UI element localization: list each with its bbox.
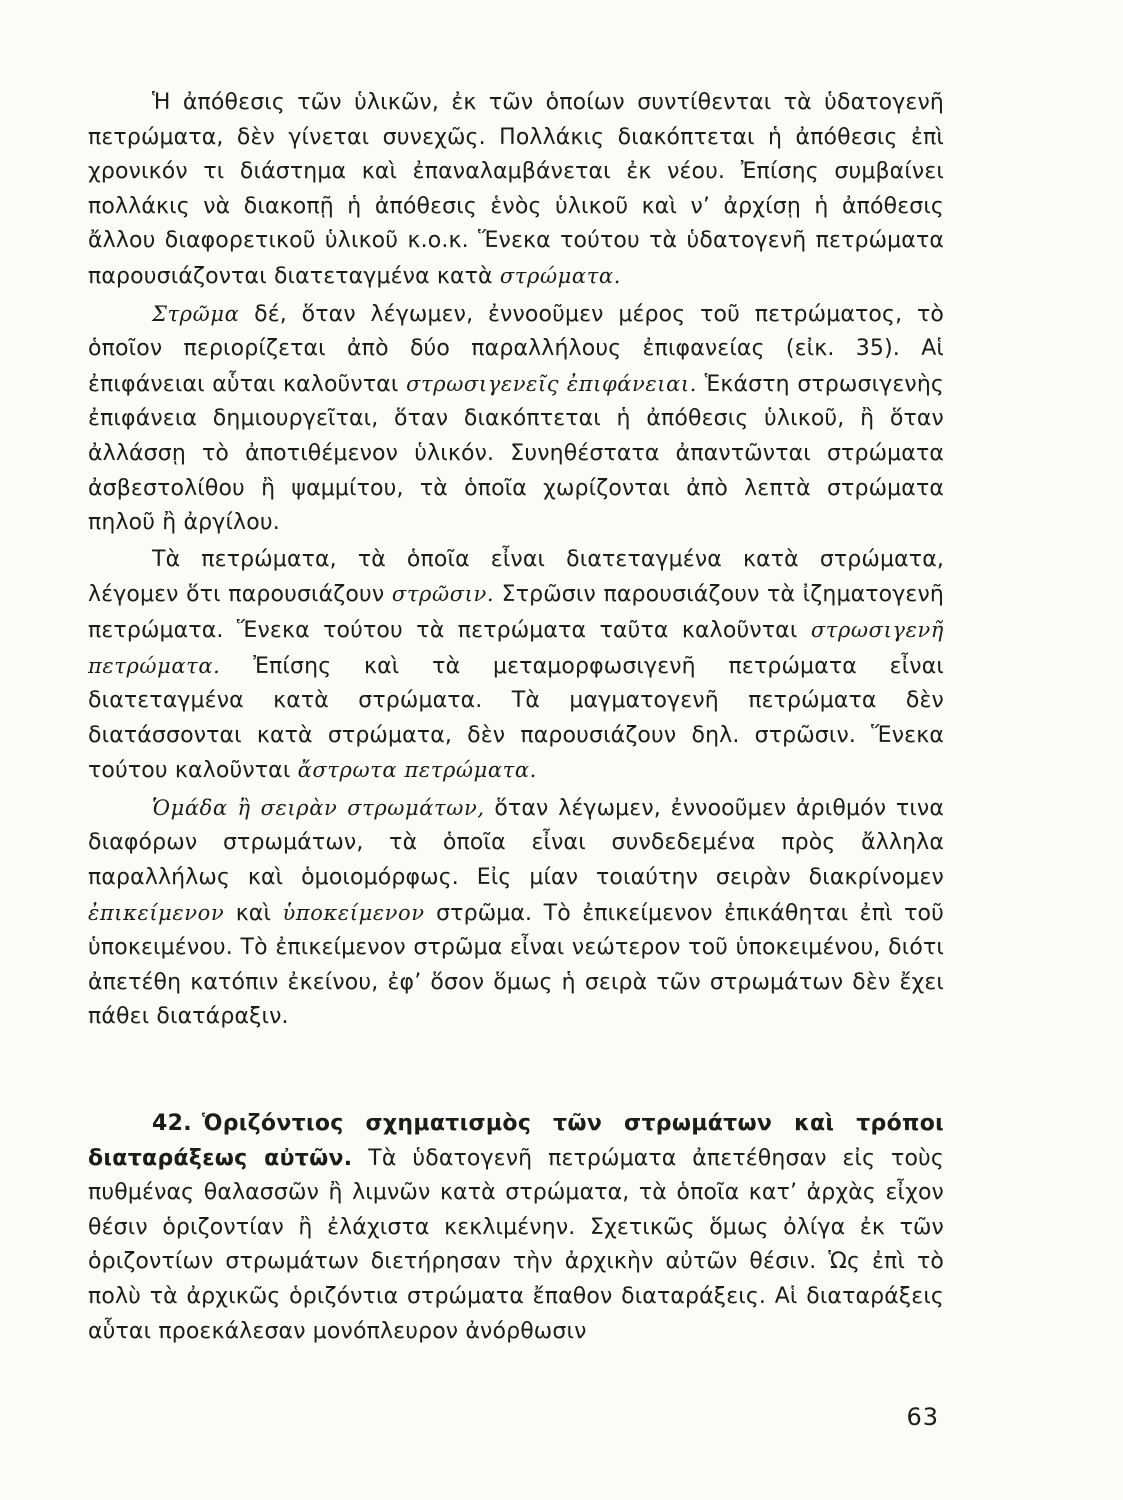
body-text xyxy=(88,86,944,1035)
paragraph-stratum xyxy=(88,297,944,541)
italic-term: ὑποκείμενον xyxy=(282,900,425,925)
italic-term: στρωσιγενῆ πετρώματα. xyxy=(88,617,944,678)
page-number: 63 xyxy=(906,1403,939,1431)
italic-term: στρῶσιν. xyxy=(391,582,495,607)
text-run: καὶ xyxy=(224,900,283,926)
section-paragraph xyxy=(88,1107,944,1349)
text-run: ὅταν λέγωμεν, ἐννοοῦμεν ἀριθμόν τινα διαφόρων στρωμάτων, τὰ ὁποῖα εἶναι συνδεδεμένα πρὸς ἄλληλα παραλλήλως καὶ ὁμοιομόρφως. Εἰς μίαν τοιαύτην σειρὰν διακρίνομεν xyxy=(88,795,945,891)
italic-term: στρωσιγενεῖς ἐπιφάνειαι. xyxy=(406,371,698,396)
section-body: Τὰ ὑδατογενῆ πετρώματα ἀπετέθησαν εἰς τοὺς πυθμένας θαλασσῶν ἢ λιμνῶν κατὰ στρώματα, τὰ ὁποῖα κατ’ ἀρχὰς εἶχον θέσιν ὁριζοντίαν ἢ ἐλάχιστα κεκλιμένην. Σχετικῶς ὅμως ὀλίγα ἐκ τῶν ὁριζοντίων στρωμάτων διετήρησαν τὴν ἀρχικὴν αὐτῶν θέσιν. Ὡς ἐπὶ τὸ πολὺ τὰ ἀρχικῶς ὁριζόντια στρώματα ἔπαθον διαταράξεις. Αἱ διαταράξεις αὗται προεκάλεσαν μονόπλευρον ἀνόρθωσιν xyxy=(88,1145,944,1344)
section-number: 42. xyxy=(152,1111,192,1136)
paragraph-series xyxy=(88,791,944,1035)
italic-term: ἐπικείμενον xyxy=(88,900,225,925)
text-run: Στρῶσιν παρουσιάζουν τὰ ἰζηματογενῆ πετρώματα. Ἕνεκα τούτου τὰ πετρώματα ταῦτα καλοῦνται xyxy=(88,582,944,643)
italic-term: Στρῶμα xyxy=(152,301,240,326)
section-heading: Ὁριζόντιος σχηματισμὸς τῶν στρωμάτων καὶ τρόποι διαταράξεως αὐτῶν. xyxy=(88,1111,944,1171)
text-run: στρῶμα. Τὸ ἐπικείμενον ἐπικάθηται ἐπὶ τοῦ ὑποκειμένου. Τὸ ἐπικείμενον στρῶμα εἶναι νεώτερον τοῦ ὑποκειμένου, διότι ἀπετέθη κατόπιν ἐκείνου, ἐφ’ ὅσον ὅμως ἡ σειρὰ τῶν στρωμάτων δὲν ἔχει πάθει διατάραξιν. xyxy=(88,900,944,1030)
text-run: Ἑκάστη στρωσιγενὴς ἐπιφάνεια δημιουργεῖται, ὅταν διακόπτεται ἡ ἀπόθεσις ὑλικοῦ, ἢ ὅταν ἀλλάσσῃ τὸ ἀποτιθέμενον ὑλικόν. Συνηθέστατα ἀπαντῶνται στρώματα ἀσβεστολίθου ἢ ψαμμίτου, τὰ ὁποῖα χωρίζονται ἀπὸ λεπτὰ στρώματα πηλοῦ ἢ ἀργίλου. xyxy=(88,371,944,536)
text-run: Ἐπίσης καὶ τὰ μεταμορφωσιγενῆ πετρώματα εἶναι διατεταγμένα κατὰ στρώματα. Τὰ μαγματογενῆ πετρώματα δὲν διατάσσονται κατὰ στρώματα, δὲν παρουσιάζουν δηλ. στρῶσιν. Ἕνεκα τούτου καλοῦνται xyxy=(88,653,944,784)
italic-term: ἄστρωτα πετρώματα. xyxy=(297,758,537,783)
text-run: Ἡ ἀπόθεσις τῶν ὑλικῶν, ἐκ τῶν ὁποίων συντίθενται τὰ ὑδατογενῆ πετρώματα, δὲν γίνεται συνεχῶς. Πολλάκις διακόπτεται ἡ ἀπόθεσις ἐπὶ χρονικόν τι διάστημα καὶ ἐπαναλαμβάνεται ἐκ νέου. Ἐπίσης συμβαίνει πολλάκις νὰ διακοπῇ ἡ ἀπόθεσις ἑνὸς ὑλικοῦ καὶ ν’ ἀρχίσῃ ἡ ἀπόθεσις ἄλλου διαφορετικοῦ ὑλικοῦ κ.ο.κ. Ἕνεκα τούτου τὰ ὑδατογενῆ πετρώματα παρουσιάζονται διατεταγμένα κατὰ xyxy=(88,90,944,289)
paragraph-stratification xyxy=(88,543,944,789)
section-42 xyxy=(88,1107,944,1349)
italic-term: στρώματα. xyxy=(499,263,621,288)
italic-term: Ὁμάδα ἢ σειρὰν στρωμάτων, xyxy=(152,795,485,820)
text-run: Τὰ πετρώματα, τὰ ὁποῖα εἶναι διατεταγμένα κατὰ στρώματα, λέγομεν ὅτι παρουσιάζουν xyxy=(88,546,944,608)
text-run: δέ, ὅταν λέγωμεν, ἐννοοῦμεν μέρος τοῦ πετρώματος, τὸ ὁποῖον περιορίζεται ἀπὸ δύο παραλλήλους ἐπιφανείας (εἰκ. 35). Αἱ ἐπιφάνειαι αὗται καλοῦνται xyxy=(88,301,944,397)
paragraph-deposition xyxy=(88,86,944,295)
